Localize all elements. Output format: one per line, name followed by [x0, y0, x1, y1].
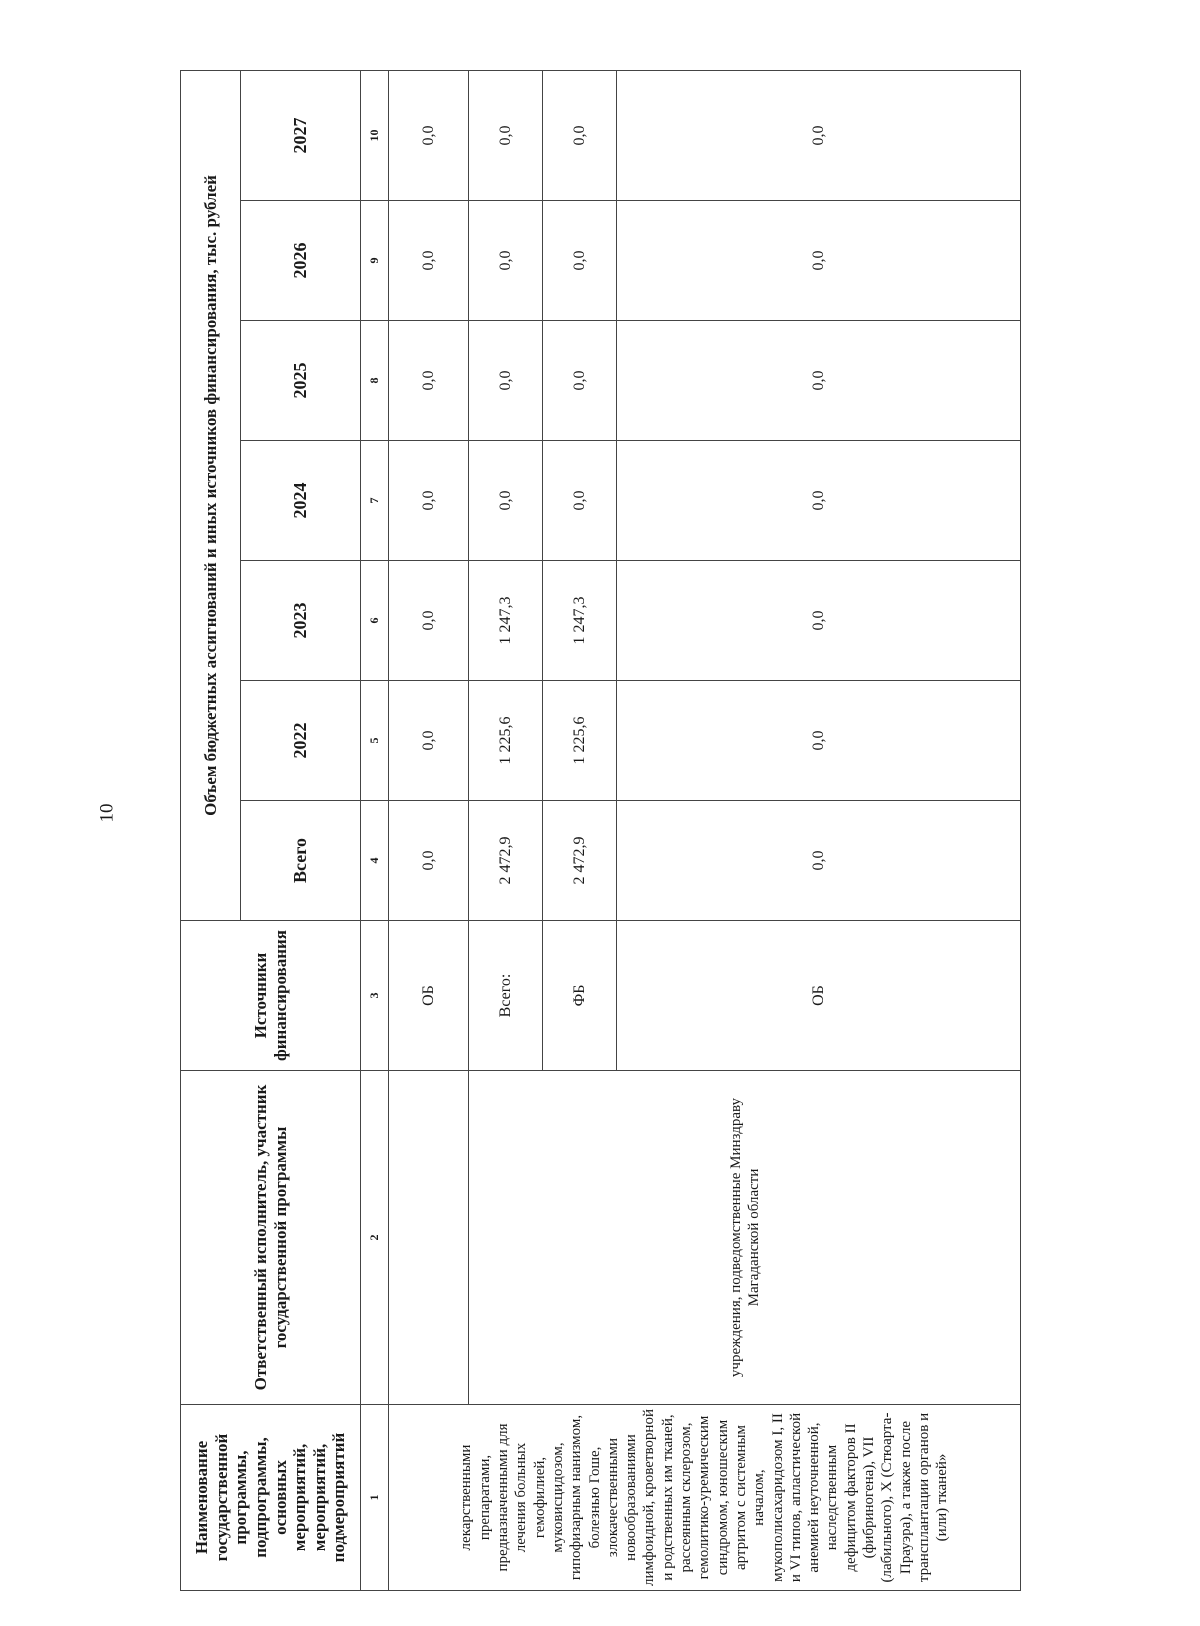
value-cell: 0,0	[543, 201, 617, 321]
value-cell: 1 247,3	[543, 561, 617, 681]
value-cell: 0,0	[389, 561, 469, 681]
value-cell: 0,0	[389, 321, 469, 441]
value-cell: 0,0	[617, 201, 1021, 321]
value-cell: 2 472,9	[543, 801, 617, 921]
header-year: 2022	[241, 681, 361, 801]
value-cell: 0,0	[469, 441, 543, 561]
header-executor: Ответственный исполнитель, участник государственной программы	[181, 1071, 361, 1405]
column-number: 6	[361, 561, 389, 681]
value-cell: 0,0	[389, 441, 469, 561]
value-cell: 0,0	[389, 70, 469, 200]
header-year: 2024	[241, 441, 361, 561]
column-number: 2	[361, 1071, 389, 1405]
value-cell: 0,0	[543, 70, 617, 200]
header-total: Всего	[241, 801, 361, 921]
value-cell: 1 247,3	[469, 561, 543, 681]
executor-cell	[389, 1071, 469, 1405]
value-cell: 0,0	[469, 201, 543, 321]
value-cell: 0,0	[543, 441, 617, 561]
value-cell: 0,0	[617, 321, 1021, 441]
value-cell: 0,0	[389, 201, 469, 321]
header-volume: Объем бюджетных ассигнований и иных источников финансирования, тыс. рублей	[181, 70, 241, 920]
header-year: 2026	[241, 201, 361, 321]
source-cell: ОБ	[389, 921, 469, 1071]
value-cell: 0,0	[617, 801, 1021, 921]
header-source: Источники финансирования	[181, 921, 361, 1071]
header-year: 2023	[241, 561, 361, 681]
column-number: 9	[361, 201, 389, 321]
column-number: 7	[361, 441, 389, 561]
value-cell: 0,0	[543, 321, 617, 441]
measure-description: лекарственными препаратами, предназначенными для лечения больных гемофилией, муковисцидозом, гипофизарным нанизмом, болезнью Гоше, злокачественными новообразованиями лимфоидной, кроветворной и родственных им тканей, рассеянным склерозом, гемолитико-уремическим синдромом, юношеским артритом с системным началом, мукополисахаридозом I, II и VI типов, апластической анемией неуточненной, наследственным дефицитом факторов II (фибриногена), VII (лабильного), X (Стюарта-Прауэра), а также после трансплантации органов и (или) тканей»	[389, 1405, 1021, 1591]
header-year: 2027	[241, 70, 361, 200]
value-cell: 0,0	[617, 441, 1021, 561]
executor-cell: учреждения, подведомственные Минздраву Магаданской области	[469, 1071, 1021, 1405]
value-cell: 0,0	[617, 561, 1021, 681]
value-cell: 0,0	[389, 801, 469, 921]
source-cell: ФБ	[543, 921, 617, 1071]
value-cell: 0,0	[617, 681, 1021, 801]
rotated-table-container	[180, 71, 1020, 1591]
column-number: 8	[361, 321, 389, 441]
column-number: 4	[361, 801, 389, 921]
header-name: Наименование государственной программы, подпрограммы, основных мероприятий, мероприятий, подмероприятий	[181, 1405, 361, 1591]
value-cell: 0,0	[469, 70, 543, 200]
header-year: 2025	[241, 321, 361, 441]
page-number: 10	[96, 803, 117, 823]
value-cell: 0,0	[617, 70, 1021, 200]
value-cell: 0,0	[469, 321, 543, 441]
source-cell: Всего:	[469, 921, 543, 1071]
column-number: 5	[361, 681, 389, 801]
value-cell: 0,0	[389, 681, 469, 801]
column-number: 3	[361, 921, 389, 1071]
budget-table	[180, 70, 1021, 1591]
column-number: 10	[361, 70, 389, 200]
value-cell: 1 225,6	[469, 681, 543, 801]
value-cell: 1 225,6	[543, 681, 617, 801]
source-cell: ОБ	[617, 921, 1021, 1071]
value-cell: 2 472,9	[469, 801, 543, 921]
column-number: 1	[361, 1405, 389, 1591]
